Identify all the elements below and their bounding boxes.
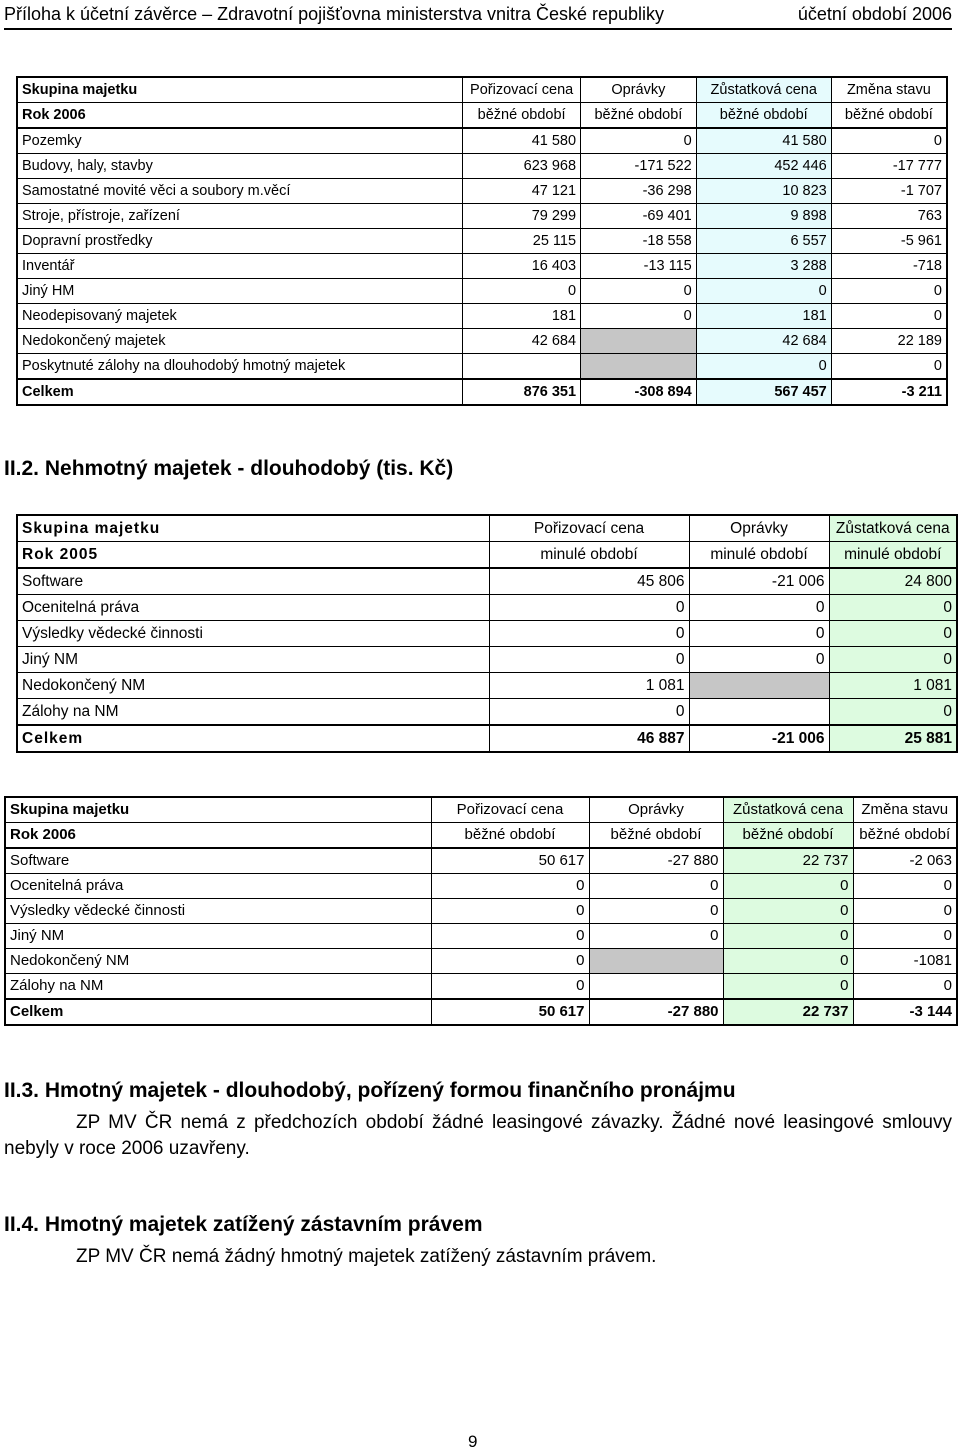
table-row [17,329,947,354]
value-cell: 0 [589,924,723,949]
value-cell: 6 557 [696,229,831,254]
column-header: Oprávky [689,515,829,542]
column-header: Pořizovací cena [431,797,589,823]
value-cell: 41 580 [696,128,831,154]
table-row [17,179,947,204]
row-label: Zálohy na NM [17,699,489,726]
value-cell: 0 [489,699,689,726]
row-label: Jiný NM [17,647,489,673]
section-3-paragraph: ZP MV ČR nemá z předchozích období žádné leasingové závazky. Žádné nové leasingové smlouvy nebyly v roce 2006 uzavřeny. [4,1112,952,1159]
total-value: 876 351 [463,379,581,405]
value-cell: 0 [831,304,947,329]
column-subheader: běžné období [723,823,853,849]
value-cell: -69 401 [581,204,697,229]
value-cell: 0 [723,974,853,1000]
total-row [5,999,957,1025]
value-cell: 0 [589,899,723,924]
year-label: Rok 2006 [5,823,431,849]
value-cell: 1 081 [489,673,689,699]
value-cell: 0 [831,354,947,380]
header-title: Příloha k účetní závěrce – Zdravotní pojišťovna ministerstva vnitra České republiky [4,4,665,24]
value-cell: 0 [431,949,589,974]
column-header: Zůstatková cena [829,515,957,542]
value-cell: 0 [581,128,697,154]
value-cell: 0 [829,647,957,673]
total-value: 22 737 [723,999,853,1025]
row-label: Samostatné movité věci a soubory m.věcí [17,179,463,204]
value-cell: -1081 [853,949,957,974]
section-3-text [4,1110,952,1162]
value-cell: 3 288 [696,254,831,279]
table-row [5,848,957,874]
empty-cell [589,974,723,1000]
table-row [17,595,957,621]
subheader-row [5,823,957,849]
value-cell: 0 [463,279,581,304]
row-label: Ocenitelná práva [17,595,489,621]
row-label: Software [5,848,431,874]
table-row [17,304,947,329]
column-subheader: minulé období [689,542,829,569]
value-cell: -171 522 [581,154,697,179]
table-row [5,949,957,974]
value-cell: 0 [581,279,697,304]
table-row [17,254,947,279]
section-2-title: II.2. Nehmotný majetek - dlouhodobý (tis. Kč) [4,457,454,480]
page-header [4,2,952,30]
value-cell: 763 [831,204,947,229]
value-cell: 0 [723,949,853,974]
row-label: Nedokončený majetek [17,329,463,354]
value-cell: 0 [853,874,957,899]
row-label: Dopravní prostředky [17,229,463,254]
section-3-title: II.3. Hmotný majetek - dlouhodobý, pořízený formou finančního pronájmu [4,1079,736,1102]
total-label: Celkem [17,379,463,405]
header-row [17,515,957,542]
empty-cell [581,329,697,354]
value-cell: 0 [431,874,589,899]
column-subheader: běžné období [853,823,957,849]
value-cell: -1 707 [831,179,947,204]
page-number: 9 [468,1432,478,1451]
value-cell: -17 777 [831,154,947,179]
section-4-paragraph: ZP MV ČR nemá žádný hmotný majetek zatížený zástavním právem. [76,1246,657,1267]
total-value: -3 144 [853,999,957,1025]
column-header: Oprávky [581,77,697,103]
section-4-title: II.4. Hmotný majetek zatížený zástavním právem [4,1213,483,1236]
table-row [5,874,957,899]
column-subheader: běžné období [581,103,697,129]
empty-cell [689,699,829,726]
total-row [17,379,947,405]
value-cell: 0 [589,874,723,899]
row-label: Nedokončený NM [17,673,489,699]
section-4-text [4,1244,952,1270]
total-label: Celkem [5,999,431,1025]
row-label: Neodepisovaný majetek [17,304,463,329]
empty-cell [463,354,581,380]
total-value: 25 881 [829,725,957,752]
total-value: -3 211 [831,379,947,405]
table-row [17,204,947,229]
value-cell: -21 006 [689,568,829,595]
value-cell: 0 [853,924,957,949]
value-cell: 22 189 [831,329,947,354]
table-row [17,229,947,254]
value-cell: 0 [829,595,957,621]
value-cell: 42 684 [696,329,831,354]
row-label: Software [17,568,489,595]
value-cell: 0 [853,974,957,1000]
subheader-row [17,542,957,569]
value-cell: 0 [689,647,829,673]
value-cell: 0 [431,899,589,924]
group-label: Skupina majetku [17,515,489,542]
empty-cell [581,354,697,380]
row-label: Poskytnuté zálohy na dlouhodobý hmotný majetek [17,354,463,380]
value-cell: 623 968 [463,154,581,179]
total-value: 50 617 [431,999,589,1025]
value-cell: -5 961 [831,229,947,254]
group-label: Skupina majetku [17,77,463,103]
table-row [17,128,947,154]
table-row [17,279,947,304]
value-cell: 0 [431,924,589,949]
value-cell: 0 [723,924,853,949]
column-header: Zůstatková cena [723,797,853,823]
row-label: Jiný NM [5,924,431,949]
column-subheader: běžné období [831,103,947,129]
value-cell: 181 [696,304,831,329]
value-cell: -27 880 [589,848,723,874]
column-subheader: běžné období [589,823,723,849]
total-row [17,725,957,752]
row-label: Inventář [17,254,463,279]
value-cell: -36 298 [581,179,697,204]
empty-cell [689,673,829,699]
value-cell: 0 [489,621,689,647]
value-cell: 24 800 [829,568,957,595]
row-label: Výsledky vědecké činnosti [5,899,431,924]
table-row [5,924,957,949]
value-cell: 0 [831,279,947,304]
value-cell: 41 580 [463,128,581,154]
table-row [17,673,957,699]
header-row [17,77,947,103]
row-label: Budovy, haly, stavby [17,154,463,179]
table-row [17,647,957,673]
table-row [17,568,957,595]
value-cell: 22 737 [723,848,853,874]
column-subheader: minulé období [489,542,689,569]
column-header: Pořizovací cena [489,515,689,542]
empty-cell [589,949,723,974]
value-cell: 0 [829,699,957,726]
value-cell: 50 617 [431,848,589,874]
value-cell: 181 [463,304,581,329]
header-row [5,797,957,823]
value-cell: -2 063 [853,848,957,874]
column-subheader: běžné období [696,103,831,129]
value-cell: 0 [431,974,589,1000]
row-label: Ocenitelná práva [5,874,431,899]
value-cell: 10 823 [696,179,831,204]
value-cell: 0 [696,354,831,380]
tangible-assets-table-2006 [16,76,948,406]
table-row [17,621,957,647]
header-period: účetní období 2006 [797,4,952,24]
value-cell: -718 [831,254,947,279]
value-cell: -13 115 [581,254,697,279]
intangible-assets-table-2005 [16,514,958,753]
value-cell: 1 081 [829,673,957,699]
column-header: Pořizovací cena [463,77,581,103]
value-cell: 0 [689,595,829,621]
column-header: Oprávky [589,797,723,823]
value-cell: 47 121 [463,179,581,204]
total-value: -27 880 [589,999,723,1025]
total-value: 46 887 [489,725,689,752]
total-value: 567 457 [696,379,831,405]
value-cell: 16 403 [463,254,581,279]
table-row [17,154,947,179]
row-label: Zálohy na NM [5,974,431,1000]
row-label: Jiný HM [17,279,463,304]
table-row [5,974,957,1000]
year-label: Rok 2006 [17,103,463,129]
value-cell: 45 806 [489,568,689,595]
table-row [17,699,957,726]
group-label: Skupina majetku [5,797,431,823]
value-cell: 0 [831,128,947,154]
year-label: Rok 2005 [17,542,489,569]
value-cell: -18 558 [581,229,697,254]
column-header: Změna stavu [853,797,957,823]
value-cell: 0 [489,595,689,621]
table-row [17,354,947,380]
value-cell: 0 [853,899,957,924]
value-cell: 452 446 [696,154,831,179]
value-cell: 42 684 [463,329,581,354]
table-row [5,899,957,924]
column-subheader: minulé období [829,542,957,569]
row-label: Stroje, přístroje, zařízení [17,204,463,229]
value-cell: 0 [581,304,697,329]
row-label: Pozemky [17,128,463,154]
value-cell: 0 [689,621,829,647]
row-label: Nedokončený NM [5,949,431,974]
column-subheader: běžné období [463,103,581,129]
value-cell: 0 [829,621,957,647]
value-cell: 0 [696,279,831,304]
value-cell: 25 115 [463,229,581,254]
value-cell: 79 299 [463,204,581,229]
value-cell: 9 898 [696,204,831,229]
subheader-row [17,103,947,129]
column-subheader: běžné období [431,823,589,849]
total-value: -21 006 [689,725,829,752]
value-cell: 0 [723,874,853,899]
value-cell: 0 [723,899,853,924]
intangible-assets-table-2006 [4,796,958,1026]
total-value: -308 894 [581,379,697,405]
column-header: Změna stavu [831,77,947,103]
column-header: Zůstatková cena [696,77,831,103]
total-label: Celkem [17,725,489,752]
row-label: Výsledky vědecké činnosti [17,621,489,647]
value-cell: 0 [489,647,689,673]
